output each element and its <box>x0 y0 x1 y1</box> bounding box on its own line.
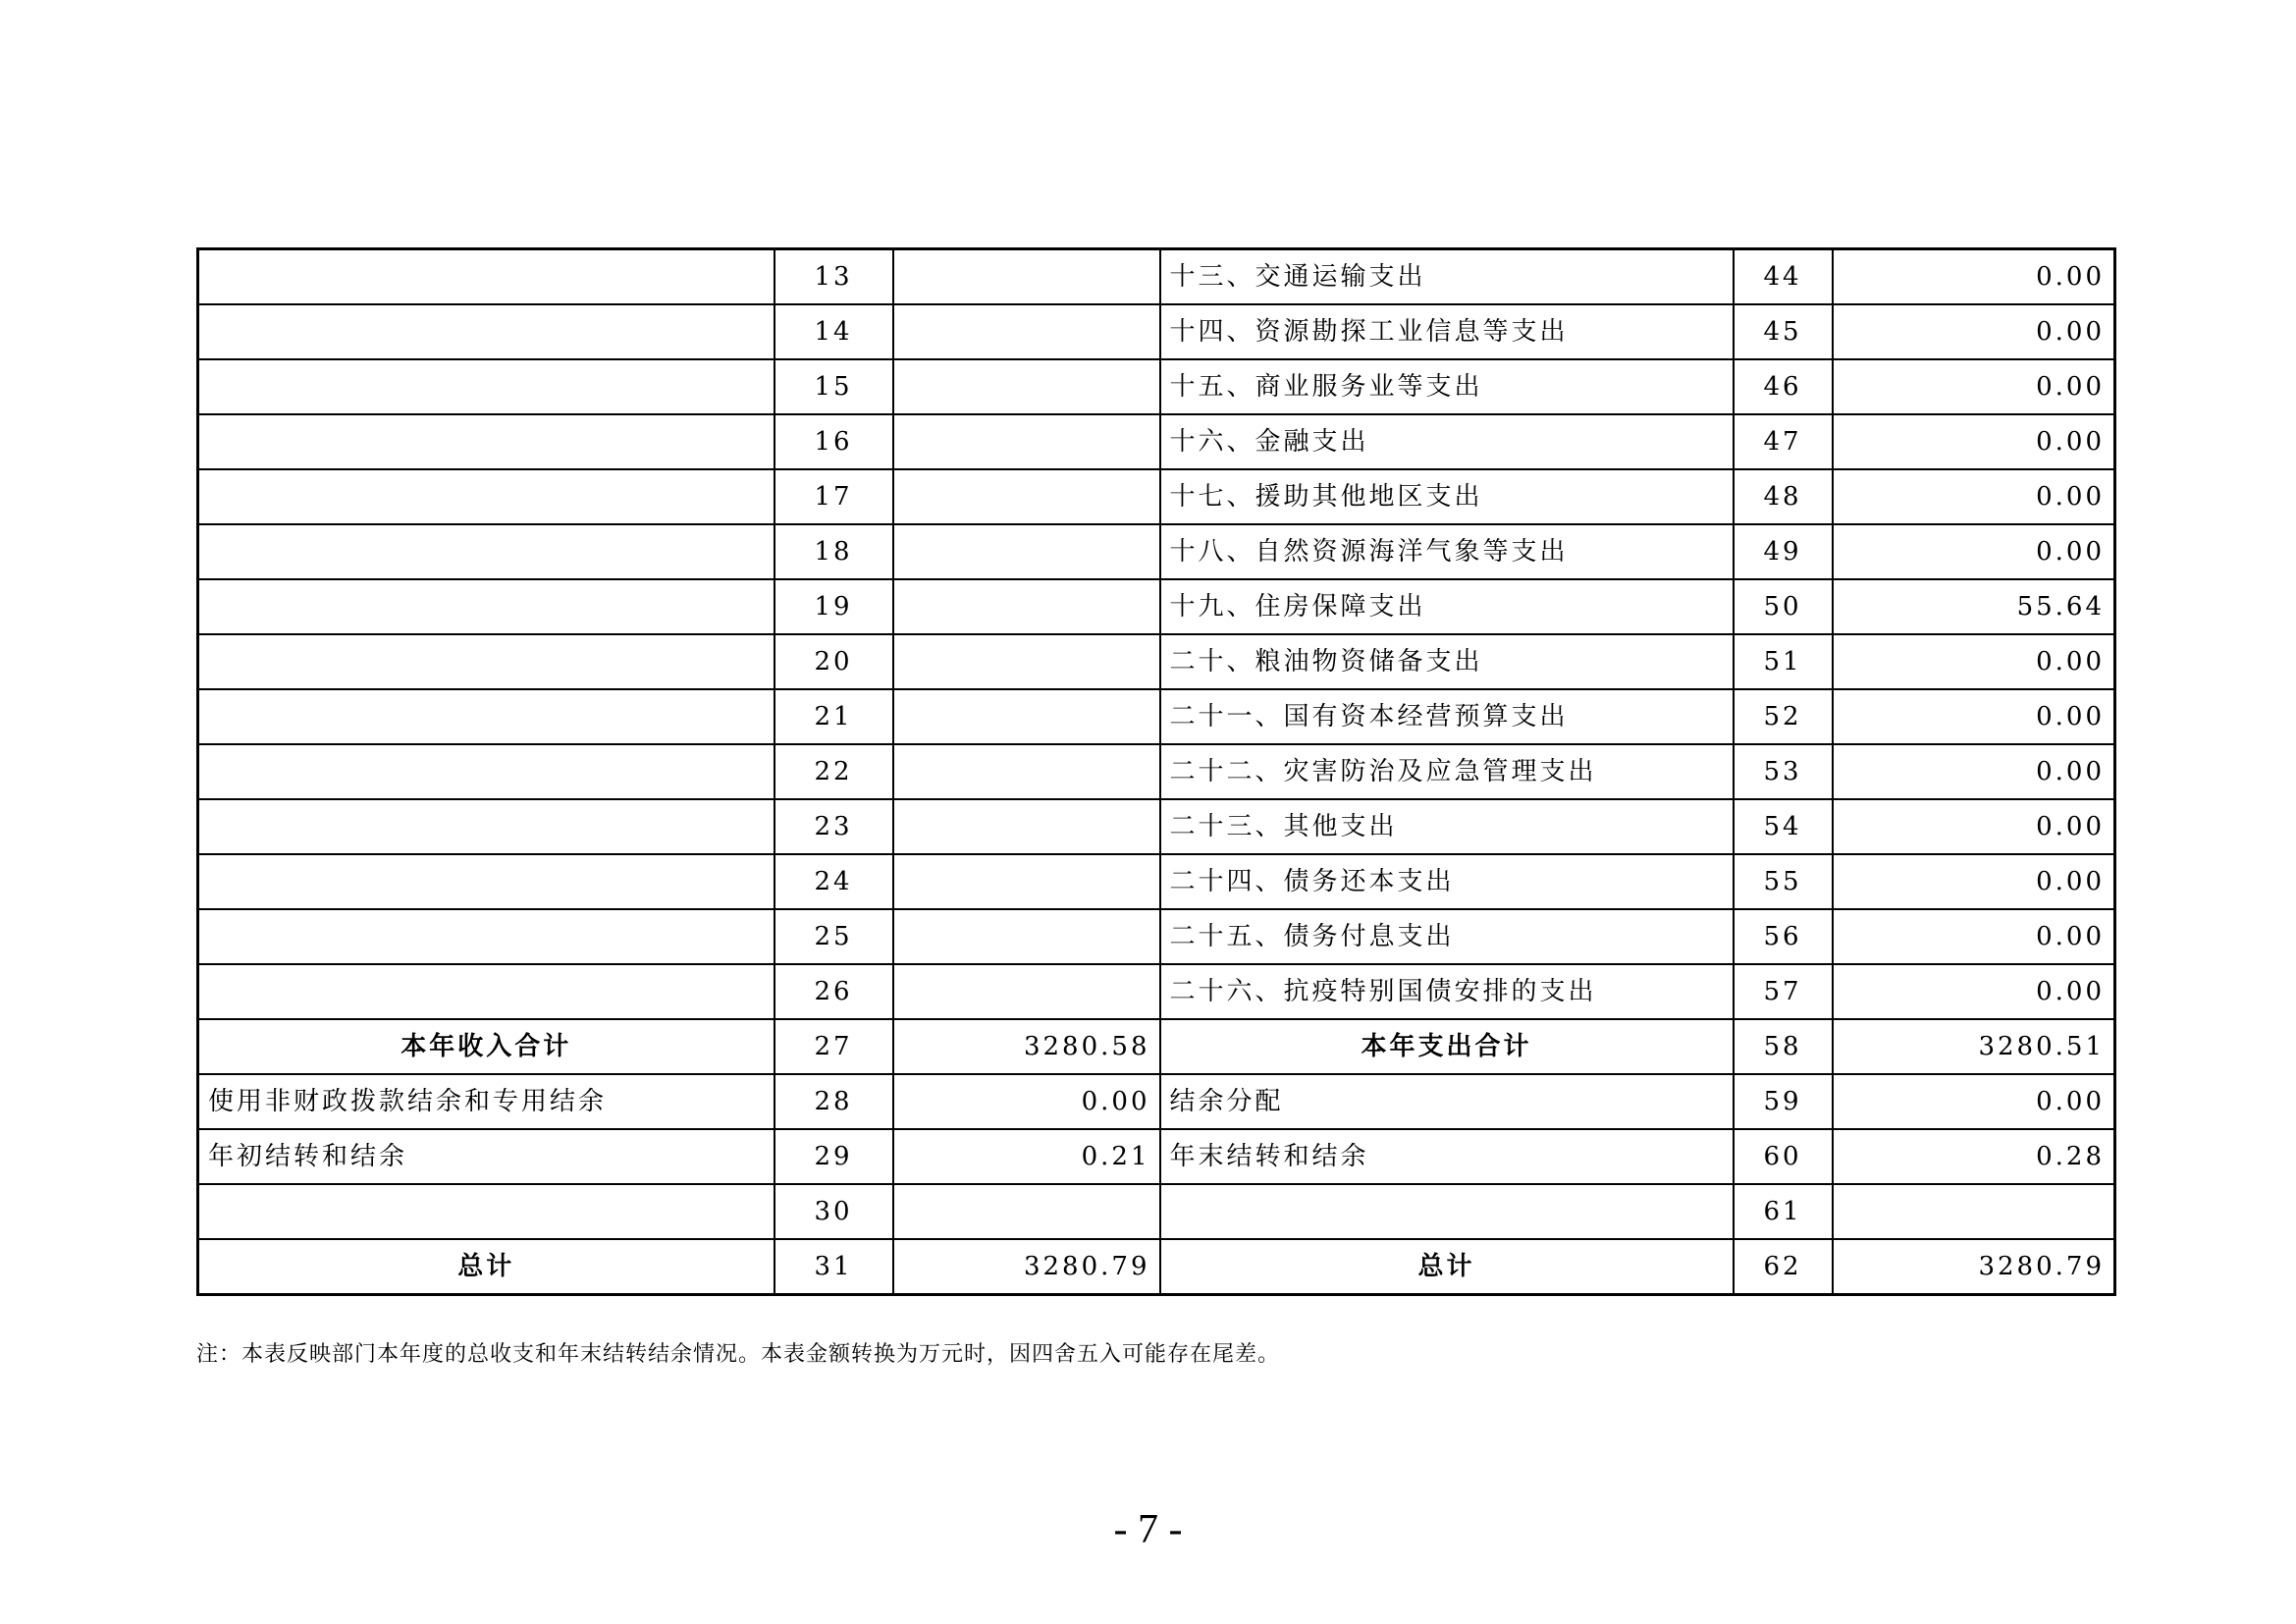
expense-amount: 3280.51 <box>1833 1019 2115 1074</box>
expense-row-number: 61 <box>1734 1184 1833 1239</box>
expense-row-number: 55 <box>1734 854 1833 909</box>
expense-item-label: 二十三、其他支出 <box>1160 799 1734 854</box>
income-row-number: 27 <box>774 1019 893 1074</box>
income-amount <box>893 359 1160 414</box>
income-amount <box>893 854 1160 909</box>
expense-row-number: 51 <box>1734 634 1833 689</box>
table-row <box>198 1019 2115 1074</box>
income-item-label <box>198 304 774 359</box>
income-row-number: 15 <box>774 359 893 414</box>
expense-row-number: 44 <box>1734 249 1833 305</box>
expense-row-number: 60 <box>1734 1129 1833 1184</box>
income-row-number: 22 <box>774 744 893 799</box>
expense-item-label: 二十二、灾害防治及应急管理支出 <box>1160 744 1734 799</box>
income-row-number: 16 <box>774 414 893 469</box>
expense-item-label: 十七、援助其他地区支出 <box>1160 469 1734 524</box>
expense-row-number: 46 <box>1734 359 1833 414</box>
expense-amount: 0.00 <box>1833 744 2115 799</box>
income-amount <box>893 909 1160 964</box>
table-row <box>198 1074 2115 1129</box>
expense-amount: 0.00 <box>1833 854 2115 909</box>
table-row <box>198 689 2115 744</box>
income-row-number: 14 <box>774 304 893 359</box>
expense-item-label <box>1160 1184 1734 1239</box>
income-row-number: 19 <box>774 579 893 634</box>
expense-row-number: 58 <box>1734 1019 1833 1074</box>
expense-amount: 0.00 <box>1833 304 2115 359</box>
income-item-label: 使用非财政拨款结余和专用结余 <box>198 1074 774 1129</box>
table-row <box>198 249 2115 305</box>
income-row-number: 25 <box>774 909 893 964</box>
expense-item-label: 十六、金融支出 <box>1160 414 1734 469</box>
income-item-label <box>198 964 774 1019</box>
income-item-label <box>198 469 774 524</box>
income-row-number: 20 <box>774 634 893 689</box>
income-amount: 3280.58 <box>893 1019 1160 1074</box>
income-row-number: 26 <box>774 964 893 1019</box>
income-row-number: 21 <box>774 689 893 744</box>
expense-amount <box>1833 1184 2115 1239</box>
table-row <box>198 304 2115 359</box>
expense-row-number: 45 <box>1734 304 1833 359</box>
expense-amount: 0.00 <box>1833 359 2115 414</box>
income-item-label <box>198 249 774 305</box>
expense-row-number: 47 <box>1734 414 1833 469</box>
income-row-number: 31 <box>774 1239 893 1295</box>
table-row <box>198 909 2115 964</box>
table-row <box>198 414 2115 469</box>
income-row-number: 28 <box>774 1074 893 1129</box>
expense-item-label: 十九、住房保障支出 <box>1160 579 1734 634</box>
table-row <box>198 799 2115 854</box>
income-item-label: 年初结转和结余 <box>198 1129 774 1184</box>
expense-amount: 0.00 <box>1833 689 2115 744</box>
income-amount <box>893 964 1160 1019</box>
expense-item-label: 十五、商业服务业等支出 <box>1160 359 1734 414</box>
table-row <box>198 1184 2115 1239</box>
income-amount <box>893 634 1160 689</box>
income-amount <box>893 689 1160 744</box>
income-amount <box>893 469 1160 524</box>
income-item-label: 总计 <box>198 1239 774 1295</box>
expense-item-label: 十四、资源勘探工业信息等支出 <box>1160 304 1734 359</box>
expense-amount: 0.00 <box>1833 414 2115 469</box>
income-item-label <box>198 414 774 469</box>
income-item-label <box>198 744 774 799</box>
expense-item-label: 二十、粮油物资储备支出 <box>1160 634 1734 689</box>
expense-item-label: 十八、自然资源海洋气象等支出 <box>1160 524 1734 579</box>
expense-amount: 0.00 <box>1833 469 2115 524</box>
income-item-label <box>198 799 774 854</box>
table-row <box>198 744 2115 799</box>
income-amount: 3280.79 <box>893 1239 1160 1295</box>
expense-row-number: 57 <box>1734 964 1833 1019</box>
income-amount <box>893 744 1160 799</box>
expense-row-number: 53 <box>1734 744 1833 799</box>
income-item-label <box>198 689 774 744</box>
income-item-label: 本年收入合计 <box>198 1019 774 1074</box>
table-row <box>198 854 2115 909</box>
income-amount <box>893 1184 1160 1239</box>
table-row <box>198 1129 2115 1184</box>
income-row-number: 24 <box>774 854 893 909</box>
expense-item-label: 年末结转和结余 <box>1160 1129 1734 1184</box>
income-row-number: 18 <box>774 524 893 579</box>
expense-item-label: 二十一、国有资本经营预算支出 <box>1160 689 1734 744</box>
expense-amount: 0.00 <box>1833 524 2115 579</box>
income-item-label <box>198 634 774 689</box>
budget-summary-table <box>196 247 2116 1296</box>
income-row-number: 30 <box>774 1184 893 1239</box>
income-amount <box>893 304 1160 359</box>
expense-item-label: 二十五、债务付息支出 <box>1160 909 1734 964</box>
income-item-label <box>198 854 774 909</box>
income-amount <box>893 524 1160 579</box>
expense-item-label: 二十四、债务还本支出 <box>1160 854 1734 909</box>
expense-row-number: 54 <box>1734 799 1833 854</box>
income-row-number: 29 <box>774 1129 893 1184</box>
income-amount: 0.21 <box>893 1129 1160 1184</box>
income-amount <box>893 249 1160 305</box>
table-row <box>198 524 2115 579</box>
expense-amount: 0.00 <box>1833 909 2115 964</box>
table-row <box>198 579 2115 634</box>
expense-item-label: 十三、交通运输支出 <box>1160 249 1734 305</box>
income-amount <box>893 799 1160 854</box>
table-footnote: 注：本表反映部门本年度的总收支和年末结转结余情况。本表金额转换为万元时，因四舍五入可能存在尾差。 <box>196 1342 1281 1367</box>
income-row-number: 17 <box>774 469 893 524</box>
income-item-label <box>198 524 774 579</box>
expense-amount: 0.00 <box>1833 1074 2115 1129</box>
income-item-label <box>198 579 774 634</box>
income-item-label <box>198 1184 774 1239</box>
income-row-number: 13 <box>774 249 893 305</box>
table-row <box>198 634 2115 689</box>
page-number: - 7 - <box>1113 1507 1183 1552</box>
expense-amount: 3280.79 <box>1833 1239 2115 1295</box>
income-amount <box>893 414 1160 469</box>
income-item-label <box>198 359 774 414</box>
expense-amount: 55.64 <box>1833 579 2115 634</box>
table-row <box>198 359 2115 414</box>
expense-row-number: 48 <box>1734 469 1833 524</box>
income-item-label <box>198 909 774 964</box>
expense-amount: 0.00 <box>1833 249 2115 305</box>
table-row <box>198 964 2115 1019</box>
expense-row-number: 59 <box>1734 1074 1833 1129</box>
expense-row-number: 50 <box>1734 579 1833 634</box>
expense-row-number: 62 <box>1734 1239 1833 1295</box>
expense-item-label: 二十六、抗疫特别国债安排的支出 <box>1160 964 1734 1019</box>
expense-row-number: 56 <box>1734 909 1833 964</box>
expense-amount: 0.28 <box>1833 1129 2115 1184</box>
table-row <box>198 1239 2115 1295</box>
expense-row-number: 49 <box>1734 524 1833 579</box>
income-row-number: 23 <box>774 799 893 854</box>
expense-item-label: 结余分配 <box>1160 1074 1734 1129</box>
table-row <box>198 469 2115 524</box>
income-amount <box>893 579 1160 634</box>
expense-row-number: 52 <box>1734 689 1833 744</box>
income-amount: 0.00 <box>893 1074 1160 1129</box>
expense-item-label: 本年支出合计 <box>1160 1019 1734 1074</box>
expense-item-label: 总计 <box>1160 1239 1734 1295</box>
table-body <box>198 249 2115 1295</box>
expense-amount: 0.00 <box>1833 964 2115 1019</box>
expense-amount: 0.00 <box>1833 799 2115 854</box>
expense-amount: 0.00 <box>1833 634 2115 689</box>
